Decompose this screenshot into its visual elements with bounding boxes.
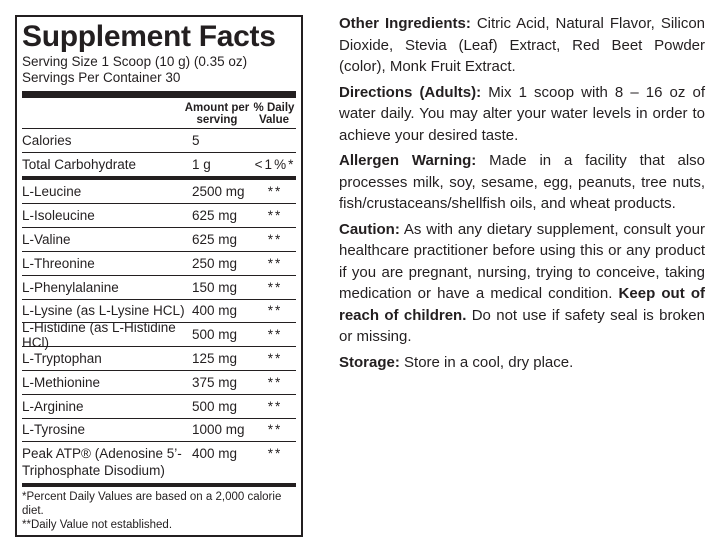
facts-row (22, 180, 296, 204)
nutrient-name: L-Valine (22, 232, 71, 248)
nutrient-amount: 1 g (192, 156, 211, 172)
nutrient-name: Calories (22, 132, 72, 148)
nutrient-name: L-Lysine (as L-Lysine HCL) (22, 303, 185, 319)
facts-title: Supplement Facts (22, 20, 276, 53)
footnote-1: *Percent Daily Values are based on a 2,000 calorie diet. (22, 491, 282, 518)
nutrient-dv: ** (267, 183, 283, 199)
allergen-label: Allergen Warning: (339, 152, 477, 169)
facts-row (22, 203, 296, 227)
directions-text: Mix 1 scoop with 8 – 16 oz of water daily. You may alter your water levels in order to achieve your desired taste. (339, 83, 705, 144)
nutrient-dv: ** (267, 422, 283, 438)
caution-text-2: Do not use if safety seal is broken or missing. (339, 306, 705, 345)
caution-para (339, 219, 705, 348)
nutrient-name: L-Tyrosine (22, 422, 86, 438)
nutrient-amount: 500 mg (192, 327, 238, 343)
caution-label: Caution: (339, 220, 400, 238)
caution-bold: Keep out of reach of children. (339, 285, 706, 324)
nutrient-name: L-Histidine (as L-Histidine HCl) (22, 319, 176, 350)
facts-row (22, 227, 296, 251)
nutrient-amount: 250 mg (192, 255, 238, 271)
nutrient-dv: ** (267, 279, 283, 295)
nutrient-name: L-Threonine (22, 255, 95, 271)
col-amount: Amount per serving (184, 102, 250, 126)
nutrient-amount: 625 mg (192, 232, 238, 248)
nutrient-amount: 500 mg (192, 398, 238, 414)
nutrient-name: L-Arginine (22, 398, 84, 414)
nutrient-dv: ** (267, 255, 283, 271)
directions-label: Directions (Adults): (339, 83, 482, 101)
serving-size: Serving Size 1 Scoop (10 g) (0.35 oz) (22, 54, 248, 69)
facts-row (22, 441, 296, 483)
nutrient-dv: ** (267, 351, 283, 367)
nutrient-name: L-Leucine (22, 183, 82, 199)
nutrient-amount: 375 mg (192, 374, 238, 390)
nutrient-name: L-Phenylalanine (22, 279, 119, 295)
facts-row (22, 370, 296, 394)
nutrient-dv: ** (267, 208, 283, 224)
nutrient-name: L-Isoleucine (22, 208, 95, 224)
facts-row (22, 275, 296, 299)
nutrient-dv: ** (267, 446, 283, 462)
nutrient-dv: <1%* (254, 156, 296, 172)
nutrient-amount: 1000 mg (192, 422, 245, 438)
col-daily-value: % Daily Value (253, 102, 295, 126)
facts-row (22, 418, 296, 442)
facts-row (22, 152, 296, 176)
storage-para (339, 352, 705, 374)
ingredients-para (339, 13, 705, 78)
nutrient-name: L-Tryptophan (22, 351, 102, 367)
nutrient-amount: 400 mg (192, 446, 238, 462)
facts-row (22, 128, 296, 152)
nutrient-amount: 125 mg (192, 351, 238, 367)
nutrient-amount: 625 mg (192, 208, 238, 224)
nutrient-dv: ** (267, 327, 283, 343)
nutrient-name: Peak ATP® (Adenosine 5’-Triphosphate Disodium) (22, 446, 182, 479)
facts-row (22, 394, 296, 418)
nutrient-name: Total Carbohydrate (22, 156, 137, 172)
footnote-2: **Daily Value not established. (22, 519, 173, 532)
label-info (339, 13, 705, 377)
nutrient-dv: ** (267, 232, 283, 248)
nutrient-name: L-Methionine (22, 374, 101, 390)
directions-para (339, 82, 705, 147)
allergen-para (339, 150, 705, 215)
storage-label: Storage: (339, 353, 400, 371)
ingredients-text: Citric Acid, Natural Flavor, Silicon Dioxide, Stevia (Leaf) Extract, Red Beet Powder (color), Monk Fruit Extract. (339, 15, 706, 75)
nutrient-amount: 400 mg (192, 303, 238, 319)
nutrient-dv: ** (267, 374, 283, 390)
facts-row (22, 319, 296, 350)
thick-divider (22, 91, 296, 98)
caution-text: As with any dietary supplement, consult your healthcare practitioner before using this or any product if you are pregnant, nursing, trying to conceive, taking medication or have a medical condition. (339, 220, 705, 302)
nutrient-amount: 150 mg (192, 279, 238, 295)
ingredients-label: Other Ingredients: (339, 15, 471, 32)
ingredient-rows (22, 180, 296, 484)
supplement-facts-panel (15, 15, 303, 537)
top-rows (22, 128, 296, 176)
servings-per-container: Servings Per Container 30 (22, 70, 181, 85)
nutrient-dv: ** (267, 398, 283, 414)
storage-text: Store in a cool, dry place. (404, 353, 574, 371)
nutrient-amount: 5 (192, 132, 200, 148)
facts-row (22, 251, 296, 275)
nutrient-dv: ** (267, 303, 283, 319)
allergen-text: Made in a facility that also processes milk, soy, sesame, egg, peanuts, tree nuts, fish/crustaceans/shellfish oils, and wheat products. (339, 152, 705, 212)
facts-header (22, 98, 296, 128)
nutrient-amount: 2500 mg (192, 183, 245, 199)
